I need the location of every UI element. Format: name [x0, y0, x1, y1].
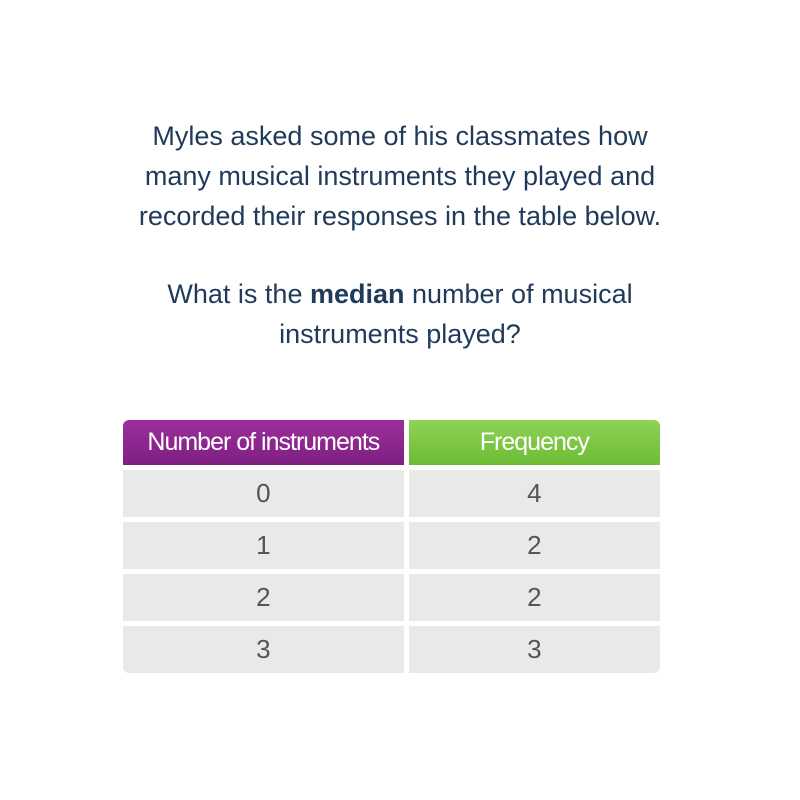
header-number-of-instruments: Number of instruments: [123, 420, 404, 465]
cell-frequency: 2: [409, 522, 660, 569]
question-prompt: [60, 274, 740, 314]
question-text: [60, 116, 740, 354]
table-row: [123, 626, 660, 673]
prompt-text-before: What is the: [167, 279, 310, 309]
frequency-table: [118, 415, 665, 678]
prompt-bold-median: median: [309, 279, 405, 309]
table-row: [123, 522, 660, 569]
table-header-row: [123, 420, 660, 465]
cell-frequency: 3: [409, 626, 660, 673]
header-frequency: Frequency: [409, 420, 660, 465]
table-row: [123, 574, 660, 621]
question-spacer: [60, 236, 740, 274]
question-line-2: many musical instruments they played and: [144, 161, 656, 191]
cell-instruments: 1: [123, 522, 404, 569]
cell-instruments: 0: [123, 470, 404, 517]
cell-frequency: 4: [409, 470, 660, 517]
question-line-3: recorded their responses in the table below.: [138, 201, 662, 231]
cell-instruments: 3: [123, 626, 404, 673]
question-line-1: Myles asked some of his classmates how: [152, 121, 648, 151]
prompt-text-after: number of musical: [404, 279, 633, 309]
table-row: [123, 470, 660, 517]
cell-instruments: 2: [123, 574, 404, 621]
question-prompt-line-2: instruments played?: [279, 319, 521, 349]
cell-frequency: 2: [409, 574, 660, 621]
